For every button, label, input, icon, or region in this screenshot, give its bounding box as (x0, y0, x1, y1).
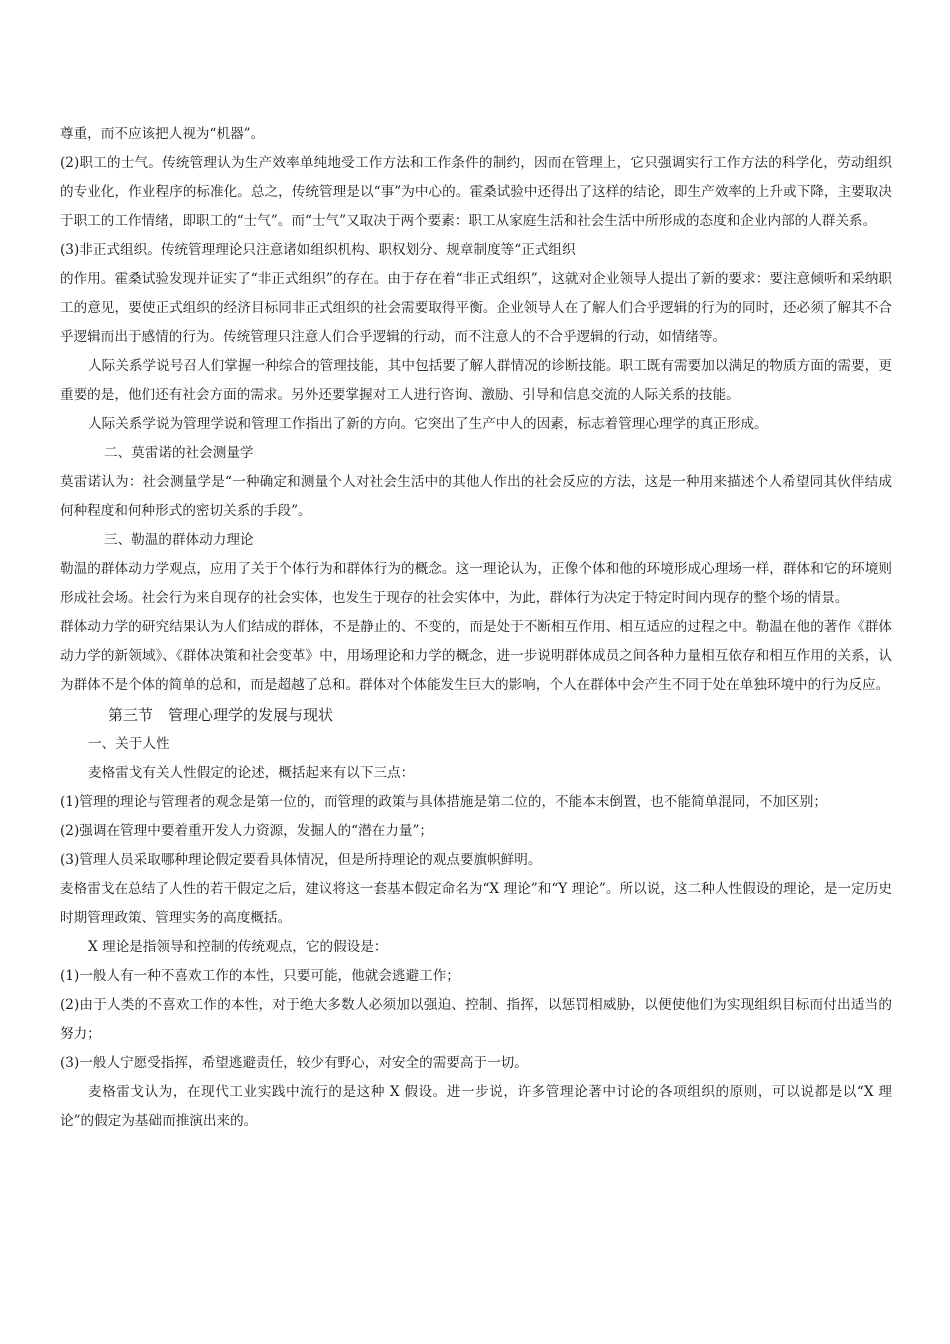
paragraph-lewin-2: 群体动力学的研究结果认为人们结成的群体，不是静止的、不变的，而是处于不断相互作用、相互适应的过程之中。勒温在他的著作《群体动力学的新领域》、《群体决策和社会变革》中，用场理论和力学的概念，进一步说明群体成员之间各种力量相互依存和相互作用的关系，认为群体不是个体的简单的总和，而是超越了总和。群体对个体能发生巨大的影响，个人在群体中会产生不同于处在单独环境中的行为反应。 (60, 619, 892, 693)
x-list-item-1: (1)一般人有一种不喜欢工作的本性，只要可能，他就会逃避工作； (60, 968, 460, 984)
paragraph-moreno: 莫雷诺认为：社会测量学是“一种确定和测量个人对社会生活中的其他人作出的社会反应的方法，这是一种用来描述个人希望同其伙伴结成何种程度和何种形式的密切关系的手段”。 (60, 474, 892, 519)
list-item-2: (2)强调在管理中要着重开发人力资源，发掘人的“潜在力量”； (60, 823, 433, 839)
section-title: 第三节 管理心理学的发展与现状 (108, 706, 334, 724)
paragraph-x-theory-intro: X 理论是指领导和控制的传统观点，它的假设是： (88, 939, 388, 955)
paragraph-lewin-1: 勒温的群体动力学观点，应用了关于个体行为和群体行为的概念。这一理论认为，正像个体和他的环境形成心理场一样，群体和它的环境则形成社会场。社会行为来自现存的社会实体，也发生于现存的社会实体中，为此，群体行为决定于特定时间内现存的整个场的情景。 (60, 561, 892, 606)
paragraph-xy-theory: 麦格雷戈在总结了人性的若干假定之后，建议将这一套基本假定命名为“X 理论”和“Y 理论”。所以说，这二种人性假设的理论，是一定历史时期管理政策、管理实务的高度概括。 (60, 881, 892, 926)
paragraph-informal-org-cont: 的作用。霍桑试验发现并证实了“非正式组织”的存在。由于存在着“非正式组织”，这就对企业领导人提出了新的要求：要注意倾听和采纳职工的意见，要使正式组织的经济目标同非正式组织的社会需要取得平衡。企业领导人在了解人们合乎逻辑的行为的同时，还必须了解其不合乎逻辑而出于感情的行为。传统管理只注意人们合乎逻辑的行动，而不注意人的不合乎逻辑的行动，如情绪等。 (60, 271, 892, 345)
paragraph-respect: 尊重，而不应该把人视为“机器”。 (60, 126, 265, 142)
paragraph-x-theory-conclusion: 麦格雷戈认为，在现代工业实践中流行的是这种 X 假设。进一步说，许多管理论著中讨论的各项组织的原则，可以说都是以“X 理论”的假定为基础而推演出来的。 (60, 1084, 892, 1129)
paragraph-human-relations-skills: 人际关系学说号召人们掌握一种综合的管理技能，其中包括要了解人群情况的诊断技能。职工既有需要加以满足的物质方面的需要，更重要的是，他们还有社会方面的需求。另外还要掌握对工人进行咨询、激励、引导和信息交流的人际关系的技能。 (60, 358, 892, 403)
paragraph-informal-org-start: (3)非正式组织。传统管理理论只注意诸如组织机构、职权划分、规章制度等“正式组织 (60, 242, 576, 258)
list-item-1: (1)管理的理论与管理者的观念是第一位的，而管理的政策与具体措施是第二位的，不能本末倒置，也不能简单混同，不加区别； (60, 794, 827, 810)
paragraph-mcgregor-intro: 麦格雷戈有关人性假定的论述，概括起来有以下三点： (88, 765, 415, 781)
heading-moreno: 二、莫雷诺的社会测量学 (104, 445, 254, 461)
paragraph-morale: (2)职工的士气。传统管理认为生产效率单纯地受工作方法和工作条件的制约，因而在管理上，它只强调实行工作方法的科学化，劳动组织的专业化，作业程序的标准化。总之，传统管理是以“事”为中心的。霍桑试验中还得出了这样的结论，即生产效率的上升或下降，主要取决于职工的工作情绪，即职工的“士气”。而“士气”又取决于两个要素：职工从家庭生活和社会生活中所形成的态度和企业内部的人群关系。 (60, 155, 892, 229)
x-list-item-3: (3)一般人宁愿受指挥，希望逃避责任，较少有野心，对安全的需要高于一切。 (60, 1055, 528, 1071)
heading-human-nature: 一、关于人性 (88, 736, 170, 752)
list-item-3: (3)管理人员采取哪种理论假定要看具体情况，但是所持理论的观点要旗帜鲜明。 (60, 852, 542, 868)
heading-lewin: 三、勒温的群体动力理论 (104, 532, 254, 548)
document-page (60, 120, 892, 1136)
x-list-item-2: (2)由于人类的不喜欢工作的本性，对于绝大多数人必须加以强迫、控制、指挥，以惩罚相威胁，以便使他们为实现组织目标而付出适当的努力； (60, 997, 892, 1042)
paragraph-human-relations-direction: 人际关系学说为管理学说和管理工作指出了新的方向。它突出了生产中人的因素，标志着管理心理学的真正形成。 (88, 416, 768, 432)
